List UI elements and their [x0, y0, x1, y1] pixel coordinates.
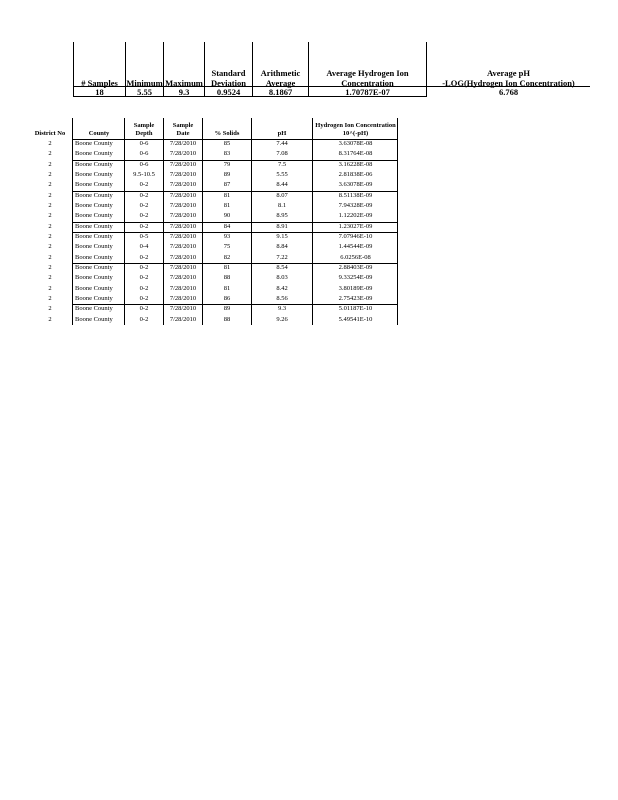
value-minimum: 5.55 — [137, 87, 152, 97]
col-header-solids — [203, 118, 251, 138]
col-header-district — [28, 118, 72, 138]
col-header-hconc-line2: 10^(-pH) — [342, 130, 369, 137]
value-std-deviation: 0.9524 — [216, 87, 241, 97]
header-arithmetic-average — [253, 64, 308, 88]
cell-depth: 0-2 — [139, 315, 149, 323]
cell-date: 7/28/2010 — [169, 274, 197, 282]
cell-ph: 8.84 — [276, 243, 288, 251]
value-avg-ph: 6.768 — [498, 87, 519, 97]
cell-district: 2 — [48, 232, 52, 240]
table-row — [28, 273, 398, 283]
table-row — [28, 211, 398, 221]
cell-solids: 84 — [223, 222, 231, 230]
cell-depth: 0-2 — [139, 181, 149, 189]
header-maximum — [164, 64, 204, 88]
cell-solids: 89 — [223, 305, 231, 313]
cell-date: 7/28/2010 — [169, 243, 197, 251]
cell-county: Boone County — [75, 284, 113, 292]
cell-district: 2 — [48, 294, 52, 302]
table-row — [28, 253, 398, 263]
cell-hconc: 7.94328E-09 — [338, 201, 373, 209]
table-row — [28, 170, 398, 180]
cell-date: 7/28/2010 — [169, 263, 197, 271]
cell-county: Boone County — [75, 181, 113, 189]
cell-date: 7/28/2010 — [169, 181, 197, 189]
cell-ph: 8.91 — [276, 222, 288, 230]
table-gridline — [72, 263, 398, 264]
cell-hconc: 2.75423E-09 — [338, 294, 373, 302]
value-avg-hydrogen-ion: 1.70787E-07 — [345, 87, 390, 97]
cell-county: Boone County — [75, 201, 113, 209]
cell-district: 2 — [48, 191, 52, 199]
summary-table — [73, 42, 590, 97]
cell-district: 2 — [48, 222, 52, 230]
cell-hconc: 2.88403E-09 — [338, 263, 373, 271]
header-maximum-text: Maximum — [165, 78, 203, 88]
table-row — [28, 222, 398, 232]
col-header-date-line2: Date — [176, 130, 190, 137]
header-avg-ph-line1: Average pH — [486, 68, 531, 78]
cell-depth: 0-6 — [139, 140, 149, 147]
cell-hconc: 2.81838E-06 — [338, 170, 373, 178]
table-row — [28, 284, 398, 294]
cell-ph: 7.44 — [276, 140, 288, 147]
table-gridline — [72, 139, 398, 140]
cell-ph: 8.1 — [277, 201, 287, 209]
col-header-ph — [252, 118, 312, 138]
value-maximum: 9.3 — [178, 87, 190, 97]
cell-solids: 82 — [223, 253, 231, 261]
cell-depth: 0-2 — [139, 263, 149, 271]
table-row — [28, 315, 398, 325]
cell-ph: 8.44 — [276, 181, 288, 189]
table-row — [28, 139, 398, 149]
cell-district: 2 — [48, 150, 52, 158]
cell-district: 2 — [48, 305, 52, 313]
cell-district: 2 — [48, 140, 52, 147]
cell-depth: 0-6 — [139, 150, 149, 158]
cell-date: 7/28/2010 — [169, 253, 197, 261]
table-row — [28, 242, 398, 252]
header-arith-line1: Arithmetic — [260, 68, 301, 78]
cell-county: Boone County — [75, 274, 113, 282]
cell-date: 7/28/2010 — [169, 315, 197, 323]
cell-district: 2 — [48, 315, 52, 323]
cell-county: Boone County — [75, 170, 113, 178]
cell-hconc: 3.80189E-09 — [338, 284, 373, 292]
value-arithmetic-average: 8.1867 — [268, 87, 293, 97]
cell-district: 2 — [48, 212, 52, 220]
cell-solids: 81 — [223, 191, 231, 199]
header-std-line2: Deviation — [211, 78, 246, 88]
cell-depth: 0-2 — [139, 253, 149, 261]
cell-ph: 8.07 — [276, 191, 288, 199]
cell-hconc: 7.07946E-10 — [338, 232, 373, 240]
cell-district: 2 — [48, 253, 52, 261]
table-row — [28, 294, 398, 304]
cell-depth: 9.5-10.5 — [133, 170, 155, 178]
cell-solids: 86 — [223, 294, 231, 302]
header-avg-h-line2: Concentration — [341, 78, 394, 88]
cell-hconc: 1.23027E-09 — [338, 222, 373, 230]
cell-county: Boone County — [75, 305, 113, 313]
header-minimum-text: Minimum — [126, 78, 163, 88]
cell-county: Boone County — [75, 315, 113, 323]
cell-date: 7/28/2010 — [169, 222, 197, 230]
header-std-line1: Standard — [211, 68, 246, 78]
cell-county: Boone County — [75, 222, 113, 230]
header-avg-hydrogen-ion — [309, 64, 426, 88]
cell-ph: 7.08 — [276, 150, 288, 158]
cell-depth: 0-6 — [139, 160, 149, 168]
header-minimum — [126, 64, 163, 88]
cell-county: Boone County — [75, 140, 113, 147]
table-gridline — [72, 191, 398, 192]
cell-hconc: 5.01187E-10 — [338, 305, 373, 313]
table-row — [28, 160, 398, 170]
cell-solids: 81 — [223, 263, 231, 271]
cell-district: 2 — [48, 274, 52, 282]
cell-date: 7/28/2010 — [169, 284, 197, 292]
cell-hconc: 3.63078E-09 — [338, 181, 373, 189]
cell-district: 2 — [48, 160, 52, 168]
cell-county: Boone County — [75, 263, 113, 271]
cell-hconc: 3.63078E-08 — [338, 140, 373, 147]
col-header-ph-text: pH — [277, 130, 287, 137]
table-gridline — [72, 222, 398, 223]
cell-ph: 8.56 — [276, 294, 288, 302]
cell-date: 7/28/2010 — [169, 201, 197, 209]
table-gridline — [72, 232, 398, 233]
table-gridline — [72, 304, 398, 305]
cell-ph: 7.5 — [277, 160, 287, 168]
cell-depth: 0-4 — [139, 243, 149, 251]
cell-date: 7/28/2010 — [169, 232, 197, 240]
cell-ph: 8.95 — [276, 212, 288, 220]
cell-date: 7/28/2010 — [169, 305, 197, 313]
cell-hconc: 8.51138E-09 — [338, 191, 373, 199]
col-header-depth — [125, 118, 163, 138]
cell-depth: 0-2 — [139, 212, 149, 220]
cell-date: 7/28/2010 — [169, 150, 197, 158]
cell-hconc: 5.49541E-10 — [338, 315, 373, 323]
cell-hconc: 1.12202E-09 — [338, 212, 373, 220]
cell-date: 7/28/2010 — [169, 212, 197, 220]
cell-date: 7/28/2010 — [169, 191, 197, 199]
cell-depth: 0-5 — [139, 232, 149, 240]
cell-ph: 8.42 — [276, 284, 288, 292]
header-avg-h-line1: Average Hydrogen Ion — [326, 68, 409, 78]
cell-depth: 0-2 — [139, 305, 149, 313]
cell-solids: 93 — [223, 232, 231, 240]
table-row — [28, 201, 398, 211]
cell-hconc: 8.31764E-08 — [338, 150, 373, 158]
cell-date: 7/28/2010 — [169, 160, 197, 168]
col-header-depth-line2: Depth — [135, 130, 153, 137]
cell-district: 2 — [48, 263, 52, 271]
cell-county: Boone County — [75, 294, 113, 302]
col-header-solids-text: % Solids — [214, 130, 240, 137]
cell-depth: 0-2 — [139, 222, 149, 230]
table-row — [28, 149, 398, 159]
table-row — [28, 232, 398, 242]
cell-ph: 8.03 — [276, 274, 288, 282]
header-avg-ph — [427, 64, 590, 88]
table-row — [28, 191, 398, 201]
col-header-hconc — [313, 118, 398, 138]
cell-county: Boone County — [75, 160, 113, 168]
cell-hconc: 3.16228E-08 — [338, 160, 373, 168]
cell-depth: 0-2 — [139, 201, 149, 209]
cell-county: Boone County — [75, 243, 113, 251]
col-header-district-text: District No — [34, 130, 66, 137]
col-header-date-line1: Sample — [172, 122, 194, 129]
cell-date: 7/28/2010 — [169, 294, 197, 302]
cell-county: Boone County — [75, 212, 113, 220]
cell-district: 2 — [48, 284, 52, 292]
col-header-hconc-line1: Hydrogen Ion Concentration — [315, 122, 396, 129]
cell-solids: 79 — [223, 160, 231, 168]
cell-ph: 9.15 — [276, 232, 288, 240]
cell-district: 2 — [48, 201, 52, 209]
cell-depth: 0-2 — [139, 191, 149, 199]
cell-solids: 81 — [223, 284, 231, 292]
cell-ph: 8.54 — [276, 263, 288, 271]
table-row — [28, 180, 398, 190]
cell-county: Boone County — [75, 253, 113, 261]
table-gridline — [72, 160, 398, 161]
cell-solids: 89 — [223, 170, 231, 178]
cell-county: Boone County — [75, 232, 113, 240]
cell-solids: 87 — [223, 181, 231, 189]
cell-county: Boone County — [75, 191, 113, 199]
header-samples — [74, 64, 125, 88]
cell-hconc: 9.33254E-09 — [338, 274, 373, 282]
cell-ph: 9.3 — [277, 305, 287, 313]
cell-solids: 90 — [223, 212, 231, 220]
cell-solids: 85 — [223, 140, 231, 147]
cell-solids: 75 — [223, 243, 231, 251]
cell-solids: 88 — [223, 315, 231, 323]
cell-date: 7/28/2010 — [169, 140, 197, 147]
cell-ph: 5.55 — [276, 170, 288, 178]
cell-date: 7/28/2010 — [169, 170, 197, 178]
cell-solids: 88 — [223, 274, 231, 282]
cell-ph: 7.22 — [276, 253, 288, 261]
header-avg-ph-line2: -LOG(Hydrogen Ion Concentration) — [442, 78, 575, 88]
cell-county: Boone County — [75, 150, 113, 158]
cell-solids: 81 — [223, 201, 231, 209]
cell-district: 2 — [48, 170, 52, 178]
header-arith-line2: Average — [265, 78, 296, 88]
col-header-county — [73, 118, 125, 138]
cell-hconc: 6.0256E-08 — [340, 253, 371, 261]
cell-depth: 0-2 — [139, 284, 149, 292]
header-samples-text: # Samples — [81, 78, 118, 88]
cell-depth: 0-2 — [139, 294, 149, 302]
cell-hconc: 1.44544E-09 — [338, 243, 373, 251]
col-header-depth-line1: Sample — [133, 122, 155, 129]
cell-solids: 83 — [223, 150, 231, 158]
col-header-date — [164, 118, 202, 138]
cell-district: 2 — [48, 243, 52, 251]
cell-ph: 9.26 — [276, 315, 288, 323]
col-header-county-text: County — [88, 130, 110, 137]
header-std-deviation — [205, 64, 252, 88]
cell-district: 2 — [48, 181, 52, 189]
value-samples: 18 — [95, 87, 104, 97]
table-row — [28, 263, 398, 273]
table-row — [28, 304, 398, 314]
cell-depth: 0-2 — [139, 274, 149, 282]
